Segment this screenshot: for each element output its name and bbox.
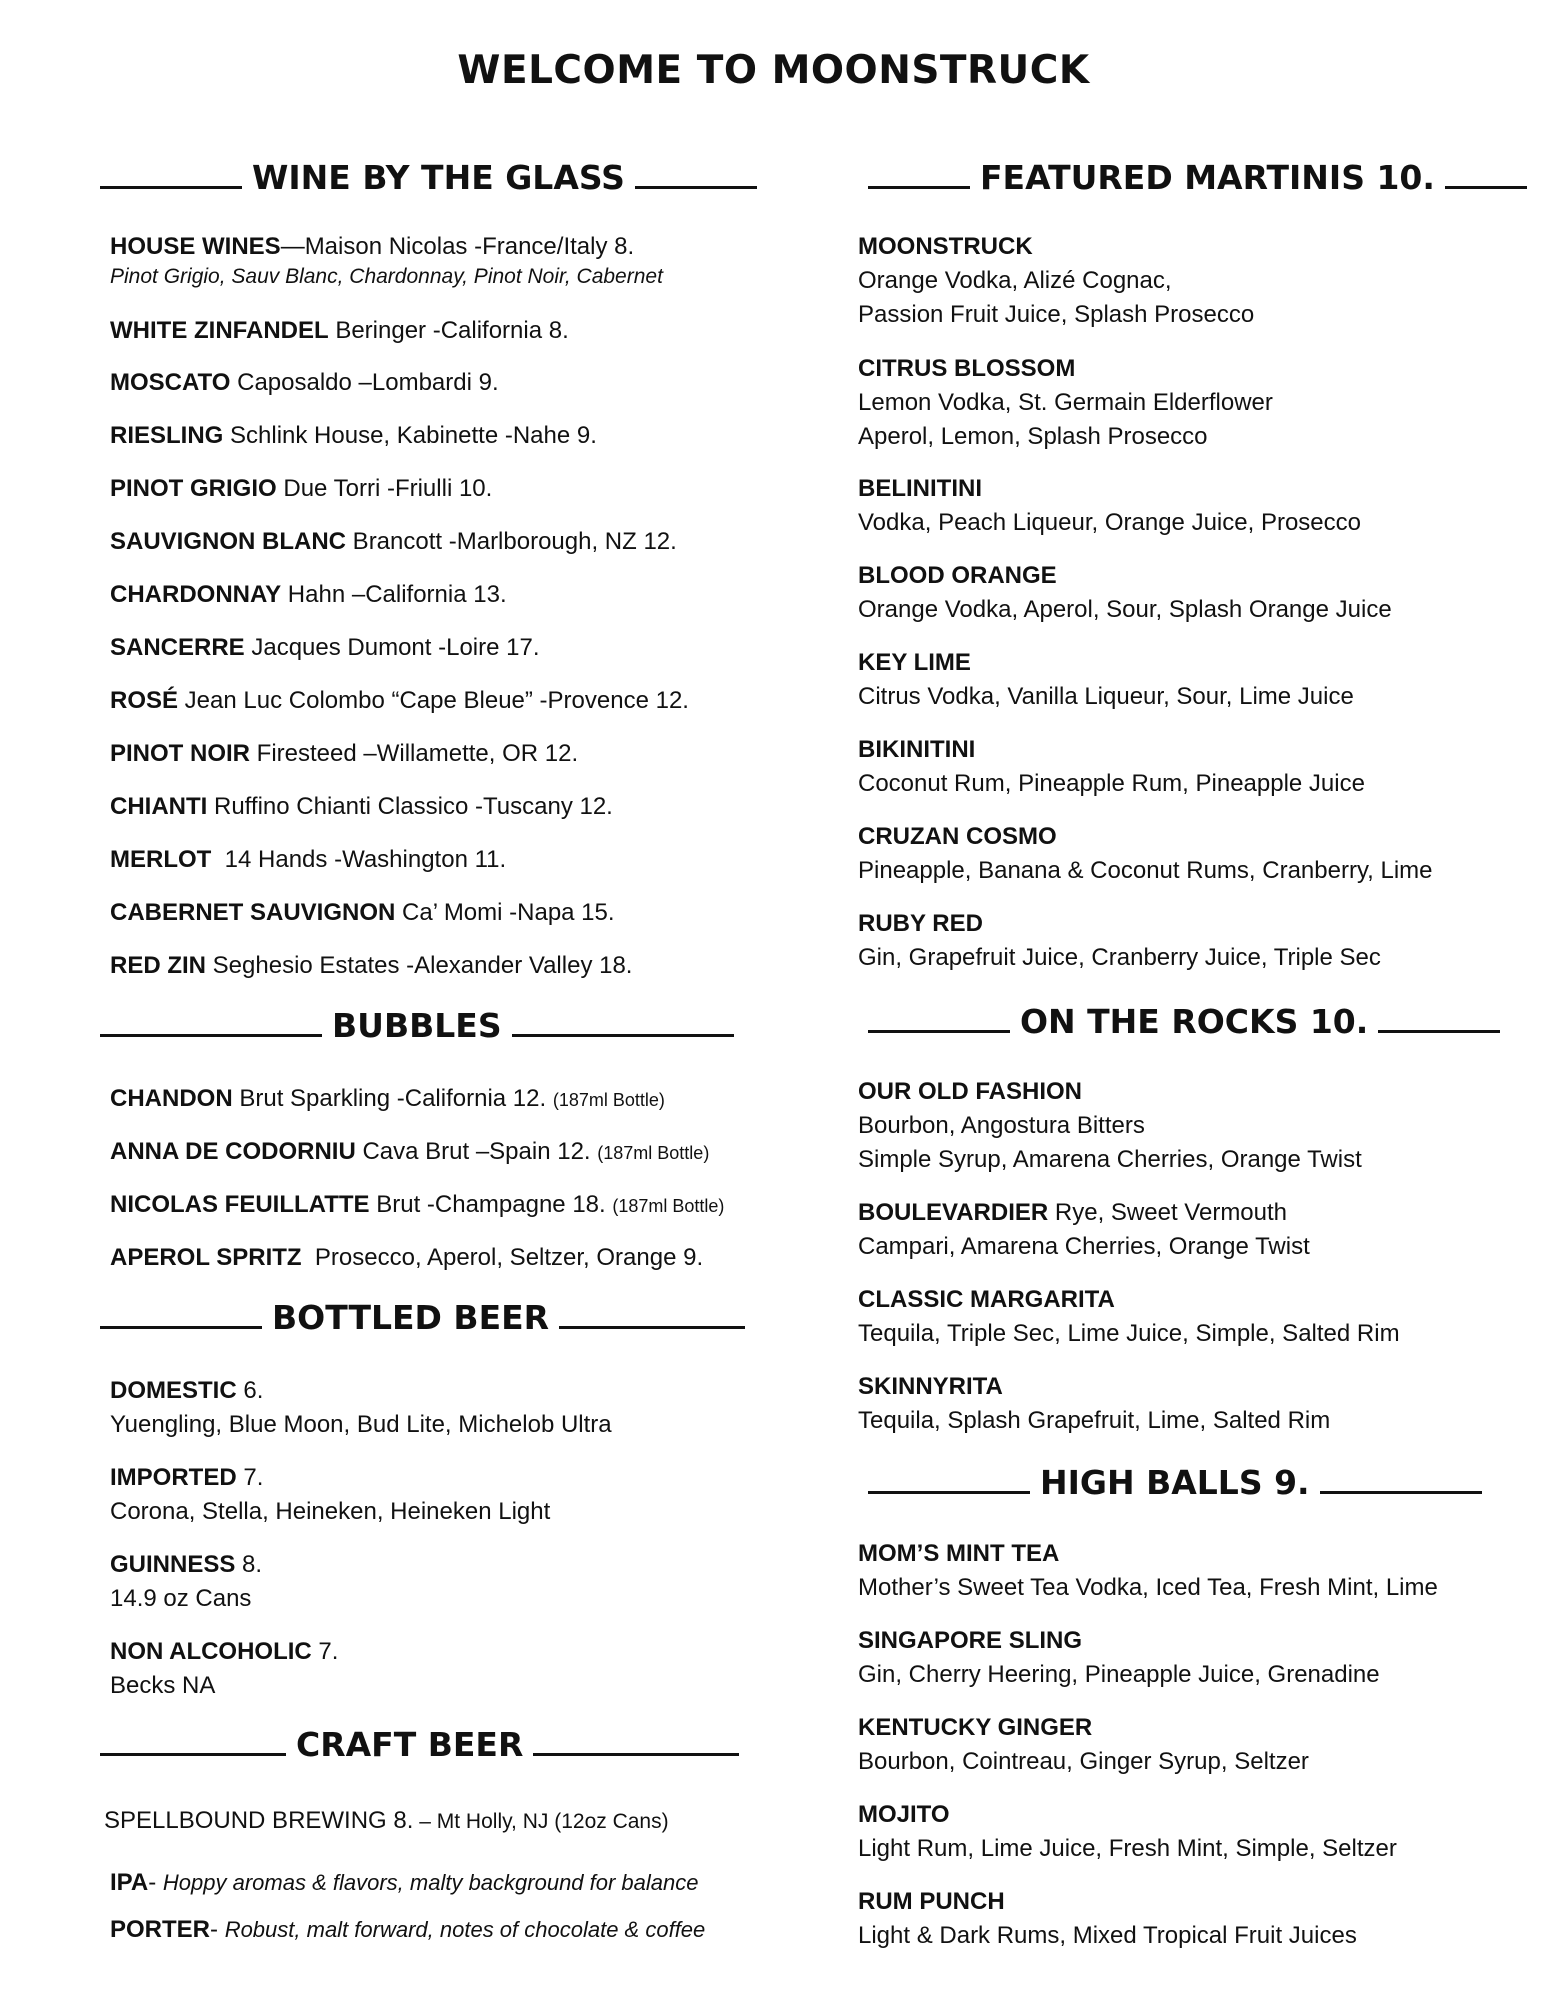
wine-item: RIESLING Schlink House, Kabinette -Nahe 9. bbox=[110, 422, 597, 449]
wine-item: WHITE ZINFANDEL Beringer -California 8. bbox=[110, 317, 569, 344]
wine-item-house: HOUSE WINES—Maison Nicolas -France/Italy 8. bbox=[110, 233, 635, 260]
rocks-name: SKINNYRITA bbox=[858, 1373, 1003, 1400]
highball-desc: Mother’s Sweet Tea Vodka, Iced Tea, Fresh Mint, Lime bbox=[858, 1574, 1438, 1601]
rocks-desc: Bourbon, Angostura Bitters bbox=[858, 1112, 1145, 1139]
highball-name: MOM’S MINT TEA bbox=[858, 1540, 1060, 1567]
martini-desc: Aperol, Lemon, Splash Prosecco bbox=[858, 423, 1208, 450]
martini-name: BLOOD ORANGE bbox=[858, 562, 1057, 589]
martini-name: RUBY RED bbox=[858, 910, 983, 937]
bubbles-item: CHANDON Brut Sparkling -California 12. (187ml Bottle) bbox=[110, 1085, 665, 1112]
wine-item: MOSCATO Caposaldo –Lombardi 9. bbox=[110, 369, 499, 396]
wine-item: PINOT GRIGIO Due Torri -Friulli 10. bbox=[110, 475, 493, 502]
wine-item: CHIANTI Ruffino Chianti Classico -Tuscany 12. bbox=[110, 793, 613, 820]
martini-name: BIKINITINI bbox=[858, 736, 976, 763]
wine-item: SANCERRE Jacques Dumont -Loire 17. bbox=[110, 634, 540, 661]
bubbles-item: NICOLAS FEUILLATTE Brut -Champagne 18. (187ml Bottle) bbox=[110, 1191, 725, 1218]
highball-desc: Gin, Cherry Heering, Pineapple Juice, Grenadine bbox=[858, 1661, 1380, 1688]
martini-name: BELINITINI bbox=[858, 475, 982, 502]
bottled-beer-heading: BOTTLED BEER bbox=[90, 1300, 710, 1334]
beer-item-name: NON ALCOHOLIC 7. bbox=[110, 1638, 339, 1665]
wine-item: RED ZIN Seghesio Estates -Alexander Valley 18. bbox=[110, 952, 633, 979]
beer-item-name: IMPORTED 7. bbox=[110, 1464, 264, 1491]
wine-heading: WINE BY THE GLASS bbox=[90, 160, 710, 194]
martinis-heading: FEATURED MARTINIS 10. bbox=[858, 160, 1478, 194]
craft-beer-heading: CRAFT BEER bbox=[90, 1727, 710, 1761]
rocks-desc: Simple Syrup, Amarena Cherries, Orange Twist bbox=[858, 1146, 1362, 1173]
rocks-heading: ON THE ROCKS 10. bbox=[858, 1004, 1478, 1038]
martini-name: CITRUS BLOSSOM bbox=[858, 355, 1076, 382]
martini-desc: Coconut Rum, Pineapple Rum, Pineapple Juice bbox=[858, 770, 1365, 797]
rocks-desc: Tequila, Splash Grapefruit, Lime, Salted Rim bbox=[858, 1407, 1331, 1434]
martini-desc: Gin, Grapefruit Juice, Cranberry Juice, Triple Sec bbox=[858, 944, 1381, 971]
rocks-desc: Campari, Amarena Cherries, Orange Twist bbox=[858, 1233, 1310, 1260]
rocks-name: CLASSIC MARGARITA bbox=[858, 1286, 1115, 1313]
beer-item-desc: Corona, Stella, Heineken, Heineken Light bbox=[110, 1498, 551, 1525]
wine-item: SAUVIGNON BLANC Brancott -Marlborough, NZ 12. bbox=[110, 528, 677, 555]
rocks-name: OUR OLD FASHION bbox=[858, 1078, 1083, 1105]
highball-desc: Light Rum, Lime Juice, Fresh Mint, Simple, Seltzer bbox=[858, 1835, 1397, 1862]
craft-item: IPA- Hoppy aromas & flavors, malty background for balance bbox=[110, 1869, 699, 1896]
highball-name: KENTUCKY GINGER bbox=[858, 1714, 1093, 1741]
beer-item-desc: Becks NA bbox=[110, 1672, 216, 1699]
beer-item-desc: Yuengling, Blue Moon, Bud Lite, Michelob Ultra bbox=[110, 1411, 612, 1438]
rocks-desc: Tequila, Triple Sec, Lime Juice, Simple, Salted Rim bbox=[858, 1320, 1400, 1347]
bubbles-heading: BUBBLES bbox=[90, 1008, 710, 1042]
wine-item: MERLOT 14 Hands -Washington 11. bbox=[110, 846, 507, 873]
wine-item: CABERNET SAUVIGNON Ca’ Momi -Napa 15. bbox=[110, 899, 615, 926]
martini-desc: Vodka, Peach Liqueur, Orange Juice, Prosecco bbox=[858, 509, 1361, 536]
highball-name: RUM PUNCH bbox=[858, 1888, 1005, 1915]
martini-name: CRUZAN COSMO bbox=[858, 823, 1057, 850]
martini-desc: Citrus Vodka, Vanilla Liqueur, Sour, Lime Juice bbox=[858, 683, 1354, 710]
beer-item-name: DOMESTIC 6. bbox=[110, 1377, 264, 1404]
wine-item: PINOT NOIR Firesteed –Willamette, OR 12. bbox=[110, 740, 579, 767]
martini-desc: Pineapple, Banana & Coconut Rums, Cranberry, Lime bbox=[858, 857, 1433, 884]
beer-item-name: GUINNESS 8. bbox=[110, 1551, 263, 1578]
martini-desc: Passion Fruit Juice, Splash Prosecco bbox=[858, 301, 1255, 328]
martini-name: MOONSTRUCK bbox=[858, 233, 1033, 260]
craft-brewery: SPELLBOUND BREWING 8. – Mt Holly, NJ (12oz Cans) bbox=[104, 1807, 669, 1834]
bubbles-item: ANNA DE CODORNIU Cava Brut –Spain 12. (187ml Bottle) bbox=[110, 1138, 710, 1165]
highball-desc: Light & Dark Rums, Mixed Tropical Fruit Juices bbox=[858, 1922, 1357, 1949]
martini-desc: Lemon Vodka, St. Germain Elderflower bbox=[858, 389, 1273, 416]
wine-house-varietals: Pinot Grigio, Sauv Blanc, Chardonnay, Pinot Noir, Cabernet bbox=[110, 265, 663, 288]
highballs-heading: HIGH BALLS 9. bbox=[858, 1465, 1478, 1499]
martini-desc: Orange Vodka, Aperol, Sour, Splash Orange Juice bbox=[858, 596, 1392, 623]
highball-desc: Bourbon, Cointreau, Ginger Syrup, Seltzer bbox=[858, 1748, 1309, 1775]
rocks-name: BOULEVARDIER Rye, Sweet Vermouth bbox=[858, 1199, 1288, 1226]
page-title: WELCOME TO MOONSTRUCK bbox=[457, 48, 1090, 93]
wine-item: CHARDONNAY Hahn –California 13. bbox=[110, 581, 507, 608]
martini-desc: Orange Vodka, Alizé Cognac, bbox=[858, 267, 1172, 294]
highball-name: SINGAPORE SLING bbox=[858, 1627, 1083, 1654]
wine-item: ROSÉ Jean Luc Colombo “Cape Bleue” -Provence 12. bbox=[110, 687, 689, 714]
craft-item: PORTER- Robust, malt forward, notes of chocolate & coffee bbox=[110, 1916, 706, 1943]
highball-name: MOJITO bbox=[858, 1801, 950, 1828]
martini-name: KEY LIME bbox=[858, 649, 971, 676]
bubbles-item: APEROL SPRITZ Prosecco, Aperol, Seltzer, Orange 9. bbox=[110, 1244, 704, 1271]
beer-item-desc: 14.9 oz Cans bbox=[110, 1585, 252, 1612]
